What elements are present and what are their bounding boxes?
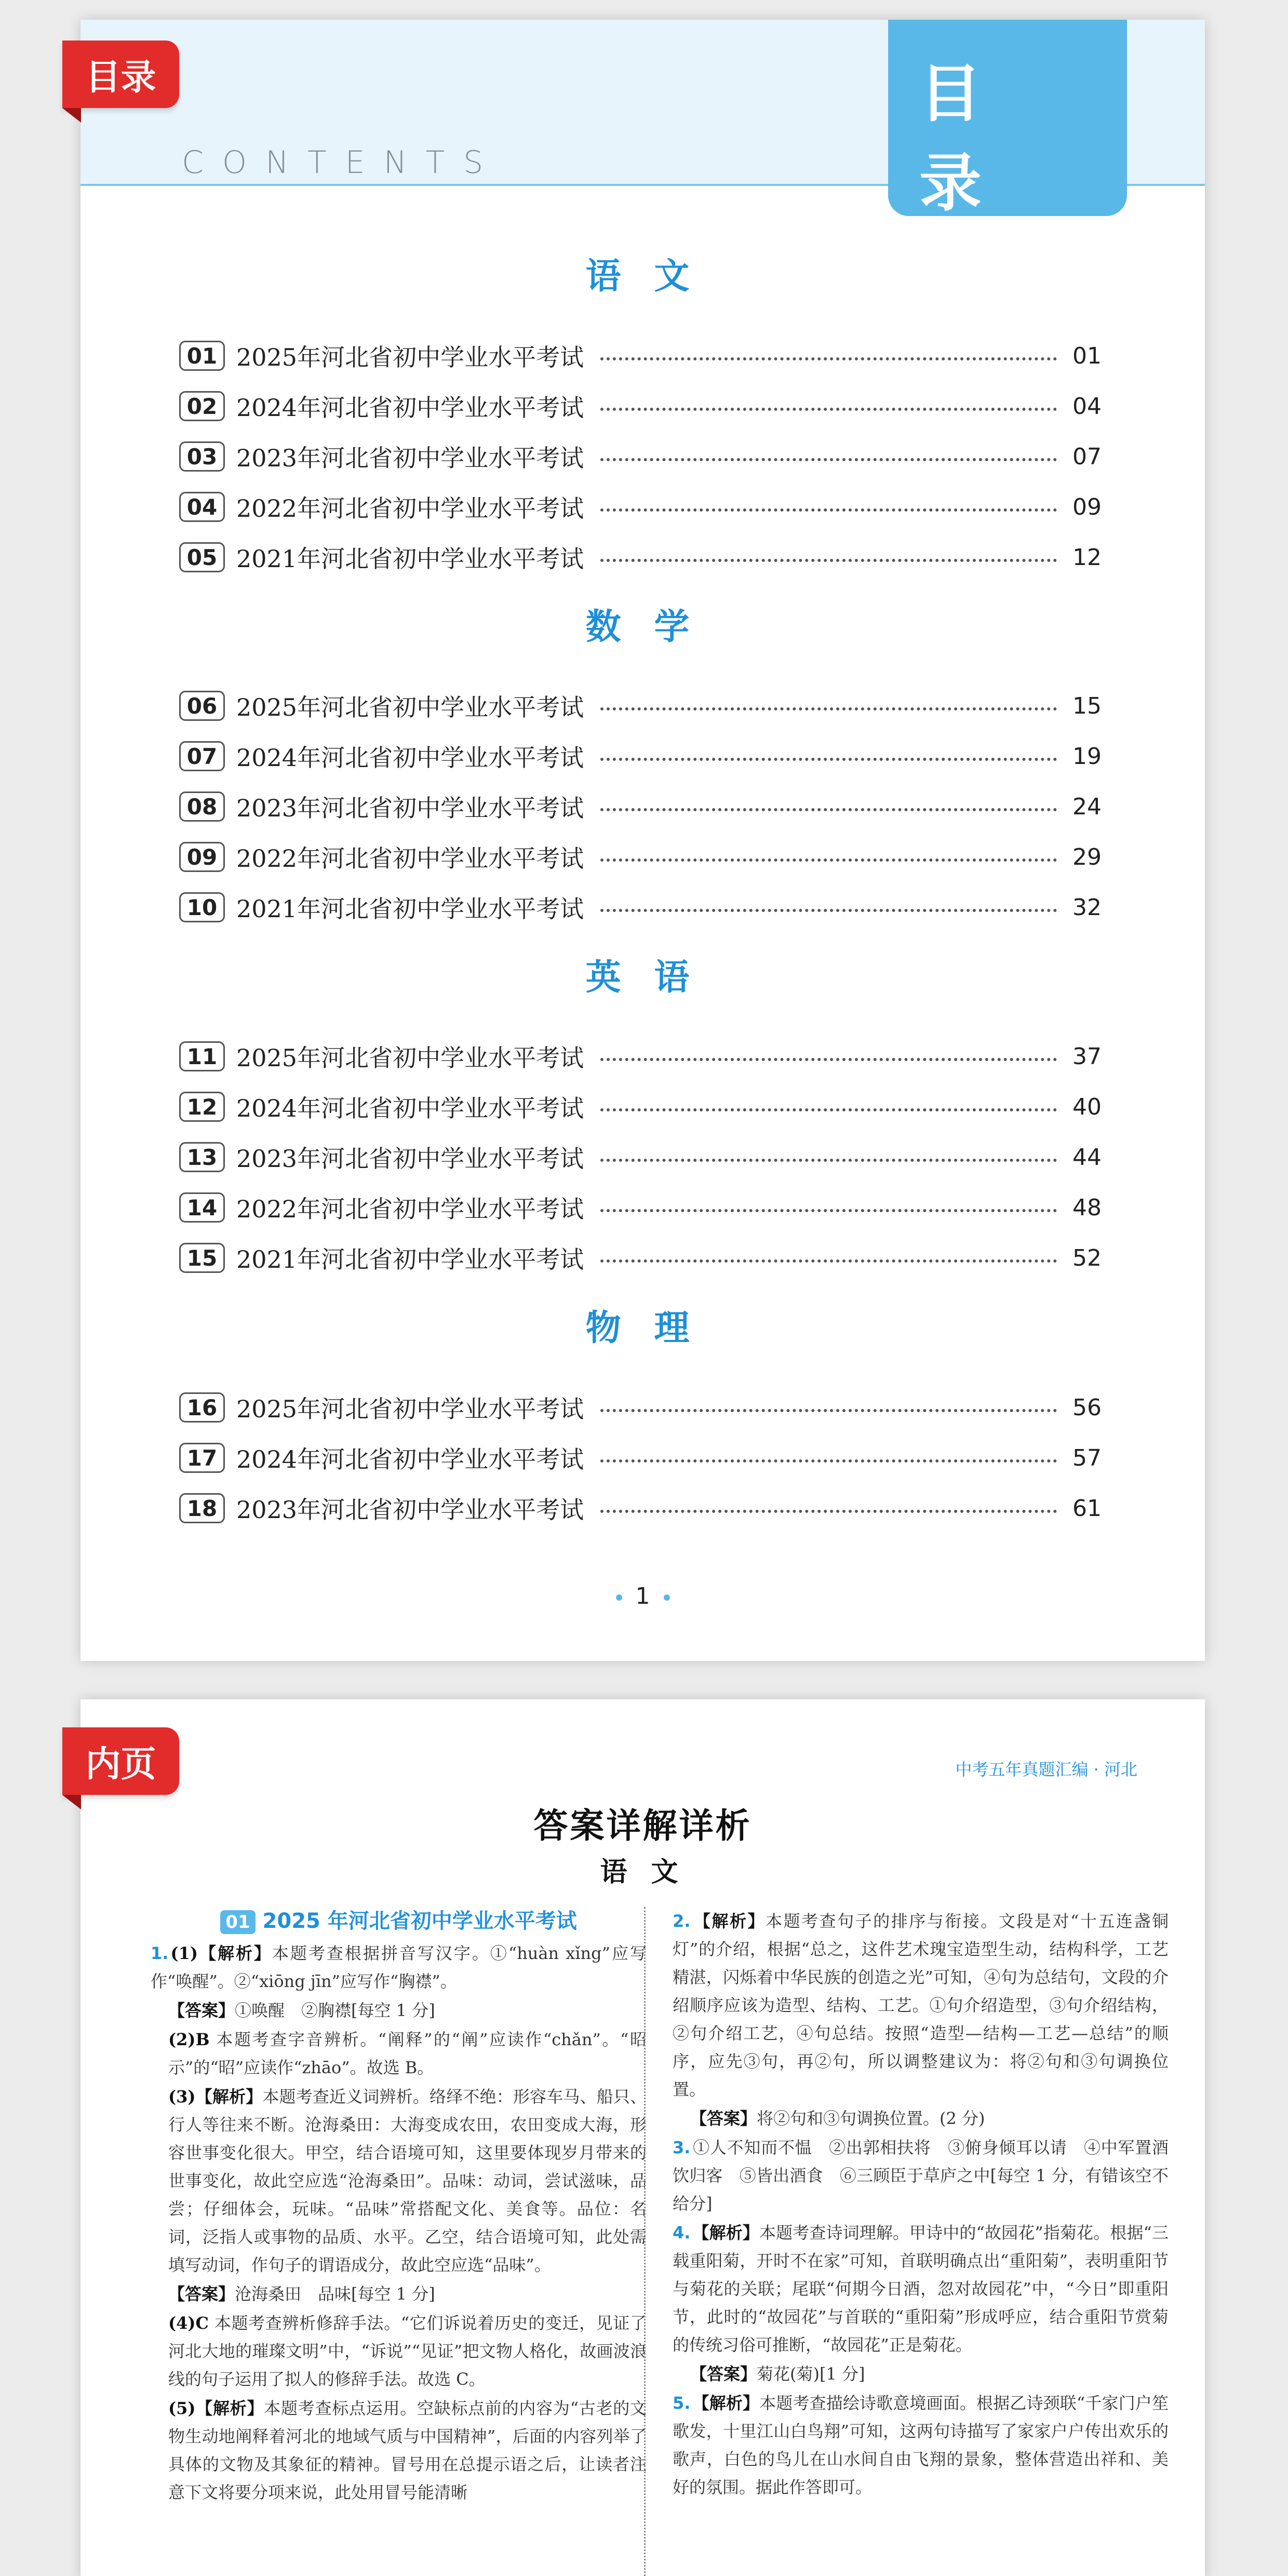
- toc-entry-title: 2023年河北省初中学业水平考试: [236, 1496, 584, 1524]
- toc-page-number: 57: [1072, 1444, 1102, 1471]
- toc-entry-title: 2022年河北省初中学业水平考试: [236, 494, 584, 522]
- toc-page-number: 24: [1072, 793, 1102, 820]
- toc-page-number: 19: [1072, 743, 1102, 770]
- toc-row[interactable]: [179, 1189, 1109, 1226]
- answer-item: [151, 2309, 647, 2393]
- toc-number: 18: [179, 1493, 225, 1523]
- leader-dots: [600, 408, 1057, 411]
- answer-item: [673, 2389, 1169, 2501]
- toc-page-number: 37: [1072, 1043, 1102, 1070]
- toc-entry-title: 2025年河北省初中学业水平考试: [236, 1395, 584, 1423]
- dot-icon: [664, 1594, 670, 1601]
- leader-dots: [600, 1058, 1057, 1061]
- answer-item: [673, 2104, 1169, 2132]
- toc-number: 12: [179, 1092, 225, 1122]
- answer-item: [673, 2360, 1169, 2388]
- toc-ribbon-label: 目录: [85, 57, 156, 98]
- leader-dots: [600, 1459, 1057, 1463]
- toc-title: 目 录: [919, 58, 1013, 220]
- toc-number: 11: [179, 1041, 225, 1071]
- toc-row[interactable]: [179, 1440, 1109, 1476]
- toc-title-tab: [888, 20, 1127, 220]
- toc-page-number: 44: [1072, 1144, 1102, 1171]
- answer-tag: 【答案】: [168, 2001, 235, 2020]
- exam-badge: 01: [220, 1910, 255, 1934]
- toc-row[interactable]: [179, 1490, 1109, 1526]
- toc-row[interactable]: [179, 1240, 1109, 1276]
- answer-item: [151, 2083, 647, 2279]
- toc-row[interactable]: [179, 738, 1109, 774]
- page-number: [81, 1583, 1205, 1609]
- toc-entry-title: 2025年河北省初中学业水平考试: [236, 1044, 584, 1072]
- toc-row[interactable]: [179, 1389, 1109, 1426]
- leader-dots: [600, 458, 1057, 461]
- toc-number: 01: [179, 341, 225, 371]
- toc-row[interactable]: [179, 388, 1109, 424]
- toc-number: 16: [179, 1392, 225, 1423]
- leader-dots: [600, 1209, 1057, 1212]
- toc-entry-title: 2024年河北省初中学业水平考试: [236, 1094, 584, 1122]
- toc-number: 05: [179, 542, 225, 572]
- toc-page: [81, 20, 1205, 1661]
- answer-tag: 【解析】: [692, 1911, 766, 1931]
- answer-tag: 【解析】: [692, 2393, 760, 2413]
- toc-number: 06: [179, 691, 225, 721]
- answer-item: [151, 2025, 647, 2082]
- section-title-chinese: 语 文: [585, 256, 700, 297]
- toc-number: 17: [179, 1443, 225, 1473]
- toc-page-number: 09: [1072, 493, 1102, 520]
- answer-tag: 【答案】: [690, 2364, 757, 2384]
- toc-number: 14: [179, 1192, 225, 1223]
- answer-text: 菊花(菊)[1 分]: [757, 2364, 865, 2384]
- answer-text: 本题考查近义词辨析。络绎不绝：形容车马、船只、行人等往来不断。沧海桑田：大海变成农田，农田变成大海，形容世事变化很大。甲空，结合语境可知，这里要体现岁月带来的世事变化，故此空应选“沧海桑田”。品味：动词，尝试滋味，品尝；仔细体会，玩味。“品味”常搭配文化、美食等。品位：名词，泛指人或事物的品质、水平。乙空，结合语境可知，此处需填写动词，作句子的谓语成分，故此空应选“品味”。: [168, 2087, 647, 2275]
- answer-item: [673, 2134, 1169, 2218]
- toc-page-number: 61: [1072, 1495, 1102, 1522]
- dot-icon: [616, 1594, 622, 1601]
- toc-page-number: 12: [1072, 544, 1102, 571]
- answer-item: [151, 2280, 647, 2308]
- toc-row[interactable]: [179, 539, 1109, 575]
- right-column: [673, 1907, 1169, 2502]
- leader-dots: [600, 707, 1057, 710]
- toc-entry-title: 2023年河北省初中学业水平考试: [236, 1145, 584, 1173]
- toc-entry-title: 2024年河北省初中学业水平考试: [236, 394, 584, 422]
- answer-text: 本题考查句子的排序与衔接。文段是对“十五连盏铜灯”的介绍，根据“总之，这件艺术瑰宝造型生动，结构科学，工艺精湛，闪烁着中华民族的创造之光”可知，④句为总结句，文段的介绍顺序应该为造型、结构、工艺。①句介绍造型，③句介绍结构，②句介绍工艺，④句总结。按照“造型—结构—工艺—总结”的顺序，应先③句，再②句，所以调整建议为：将②句和③句调换位置。: [673, 1911, 1169, 2099]
- toc-number: 15: [179, 1243, 225, 1273]
- answer-tag: 【解析】: [692, 2223, 760, 2243]
- inner-ribbon-label: 内页: [85, 1743, 156, 1785]
- leader-dots: [600, 508, 1057, 512]
- toc-entry-title: 2022年河北省初中学业水平考试: [236, 844, 584, 873]
- leader-dots: [600, 1409, 1057, 1412]
- answer-item: [673, 2219, 1169, 2359]
- toc-page-number: 52: [1072, 1244, 1102, 1271]
- leader-dots: [600, 758, 1057, 761]
- answer-tag: 【答案】: [168, 2284, 235, 2304]
- toc-entry-title: 2024年河北省初中学业水平考试: [236, 744, 584, 772]
- answer-text: 本题考查描绘诗歌意境画面。根据乙诗颈联“千家门户笙歌发，十里江山白鸟翔”可知，这两句诗描写了家家户户传出欢乐的歌声，白色的鸟儿在山水间自由飞翔的景象，整体营造出祥和、美好的氛围。据此作答即可。: [673, 2393, 1169, 2497]
- toc-entry-title: 2021年河北省初中学业水平考试: [236, 1245, 584, 1273]
- answer-text: 沧海桑田 品味[每空 1 分]: [235, 2284, 435, 2304]
- toc-page-number: 07: [1072, 443, 1102, 470]
- series-title: 中考五年真题汇编 · 河北: [955, 1760, 1137, 1779]
- contents-word: CONTENTS: [182, 144, 502, 181]
- toc-entry-title: 2024年河北省初中学业水平考试: [236, 1445, 584, 1473]
- answer-tag: (1)【解析】: [170, 1943, 272, 1963]
- leader-dots: [600, 1510, 1057, 1513]
- toc-ribbon: [62, 41, 179, 108]
- page-number-value: 1: [635, 1583, 650, 1609]
- toc-page-number: 56: [1072, 1394, 1102, 1421]
- left-column: [151, 1907, 647, 2507]
- toc-number: 03: [179, 441, 225, 472]
- answer-text: 本题考查诗词理解。甲诗中的“故园花”指菊花。根据“三载重阳菊，开时不在家”可知，首联明确点出“重阳菊”，表明重阳节与菊花的关联；尾联“何期今日酒，忽对故园花”中，“今日”即重阳节，此时的“故园花”与首联的“重阳菊”形成呼应，结合重阳节赏菊的传统习俗可推断，“故园花”正是菊花。: [673, 2223, 1169, 2355]
- leader-dots: [600, 808, 1057, 811]
- answer-item: [151, 1996, 647, 2024]
- toc-number: 13: [179, 1142, 225, 1172]
- section-title-math: 数 学: [585, 607, 700, 648]
- answer-text: 本题考查字音辨析。“阐释”的“阐”应读作“chǎn”。“昭示”的“昭”应读作“zhāo”。故选 B。: [168, 2030, 647, 2077]
- toc-page-number: 04: [1072, 393, 1102, 420]
- answer-text: 本题考查辨析修辞手法。“它们诉说着历史的变迁，见证了河北大地的璀璨文明”中，“诉说”“见证”把文物人格化，故画波浪线的句子运用了拟人的修辞手法。故选 C。: [168, 2313, 647, 2389]
- toc-row[interactable]: [179, 338, 1109, 374]
- toc-number: 04: [179, 492, 225, 522]
- toc-row[interactable]: [179, 1038, 1109, 1075]
- toc-entry-title: 2021年河北省初中学业水平考试: [236, 545, 584, 573]
- toc-entry-title: 2025年河北省初中学业水平考试: [236, 343, 584, 371]
- column-divider: [644, 1907, 646, 2576]
- toc-page-number: 40: [1072, 1093, 1102, 1120]
- answer-item: [673, 1907, 1169, 2103]
- toc-row[interactable]: [179, 1089, 1109, 1125]
- leader-dots: [600, 559, 1057, 562]
- toc-entry-title: 2022年河北省初中学业水平考试: [236, 1195, 584, 1223]
- answer-text: 将②句和③句调换位置。(2 分): [757, 2109, 985, 2128]
- answer-text: ①人不知而不愠 ②出郭相扶将 ③俯身倾耳以请 ④中军置酒饮归客 ⑤皆出酒食 ⑥三顾臣于草庐之中[每空 1 分，有错该空不给分]: [673, 2138, 1169, 2213]
- toc-page-number: 29: [1072, 843, 1102, 870]
- question-number: 2.: [673, 1911, 691, 1931]
- answer-tag: (5)【解析】: [168, 2398, 264, 2418]
- toc-row[interactable]: [179, 1139, 1109, 1175]
- toc-entry-title: 2021年河北省初中学业水平考试: [236, 895, 584, 923]
- toc-row[interactable]: [179, 489, 1109, 525]
- question-number: 3.: [673, 2138, 691, 2157]
- answer-item: [151, 1939, 647, 1995]
- answer-title: 答案详解详析: [533, 1806, 752, 1846]
- section-title-physics: 物 理: [585, 1308, 700, 1349]
- toc-number: 07: [179, 741, 225, 771]
- toc-number: 10: [179, 892, 225, 922]
- answer-tag: (2)B: [168, 2030, 210, 2049]
- question-number: 5.: [673, 2393, 691, 2413]
- answer-tag: (4)C: [168, 2313, 209, 2333]
- toc-page-number: 32: [1072, 894, 1102, 921]
- answer-tag: 【答案】: [690, 2109, 757, 2128]
- leader-dots: [600, 1259, 1057, 1263]
- leader-dots: [600, 1108, 1057, 1111]
- answer-text: 本题考查标点运用。空缺标点前的内容为“古老的文物生动地阐释着河北的地域气质与中国精神”，后面的内容列举了具体的文物及其象征的精神。冒号用在总提示语之后，让读者注意下文将要分项来说，此处用冒号能清晰: [168, 2398, 647, 2502]
- toc-entry-title: 2025年河北省初中学业水平考试: [236, 693, 584, 721]
- inner-page: [81, 1699, 1205, 2576]
- toc-page-number: 15: [1072, 692, 1102, 719]
- toc-page-number: 01: [1072, 342, 1102, 369]
- leader-dots: [600, 357, 1057, 360]
- leader-dots: [600, 909, 1057, 912]
- question-number: 4.: [673, 2223, 691, 2243]
- answer-item: [151, 2394, 647, 2506]
- answer-text: 本题考查根据拼音写汉字。①“huàn xǐng”应写作“唤醒”。②“xiōng jīn”应写作“胸襟”。: [151, 1943, 647, 1991]
- inner-ribbon: [62, 1727, 179, 1795]
- toc-row[interactable]: [179, 788, 1109, 825]
- toc-number: 02: [179, 391, 225, 421]
- toc-entry-title: 2023年河北省初中学业水平考试: [236, 444, 584, 472]
- answer-tag: (3)【解析】: [168, 2087, 263, 2107]
- exam-heading: [151, 1907, 647, 1935]
- question-number: 1.: [151, 1943, 169, 1963]
- toc-row[interactable]: [179, 438, 1109, 475]
- toc-row[interactable]: [179, 839, 1109, 875]
- toc-entry-title: 2023年河北省初中学业水平考试: [236, 794, 584, 822]
- toc-row[interactable]: [179, 889, 1109, 925]
- section-title-english: 英 语: [585, 957, 700, 998]
- toc-row[interactable]: [179, 688, 1109, 724]
- toc-page-number: 48: [1072, 1194, 1102, 1221]
- subject-title: 语 文: [600, 1857, 686, 1888]
- toc-number: 08: [179, 791, 225, 822]
- leader-dots: [600, 858, 1057, 862]
- answer-text: ①唤醒 ②胸襟[每空 1 分]: [235, 2001, 435, 2020]
- exam-title: 2025 年河北省初中学业水平考试: [262, 1909, 577, 1933]
- toc-number: 09: [179, 842, 225, 872]
- leader-dots: [600, 1159, 1057, 1162]
